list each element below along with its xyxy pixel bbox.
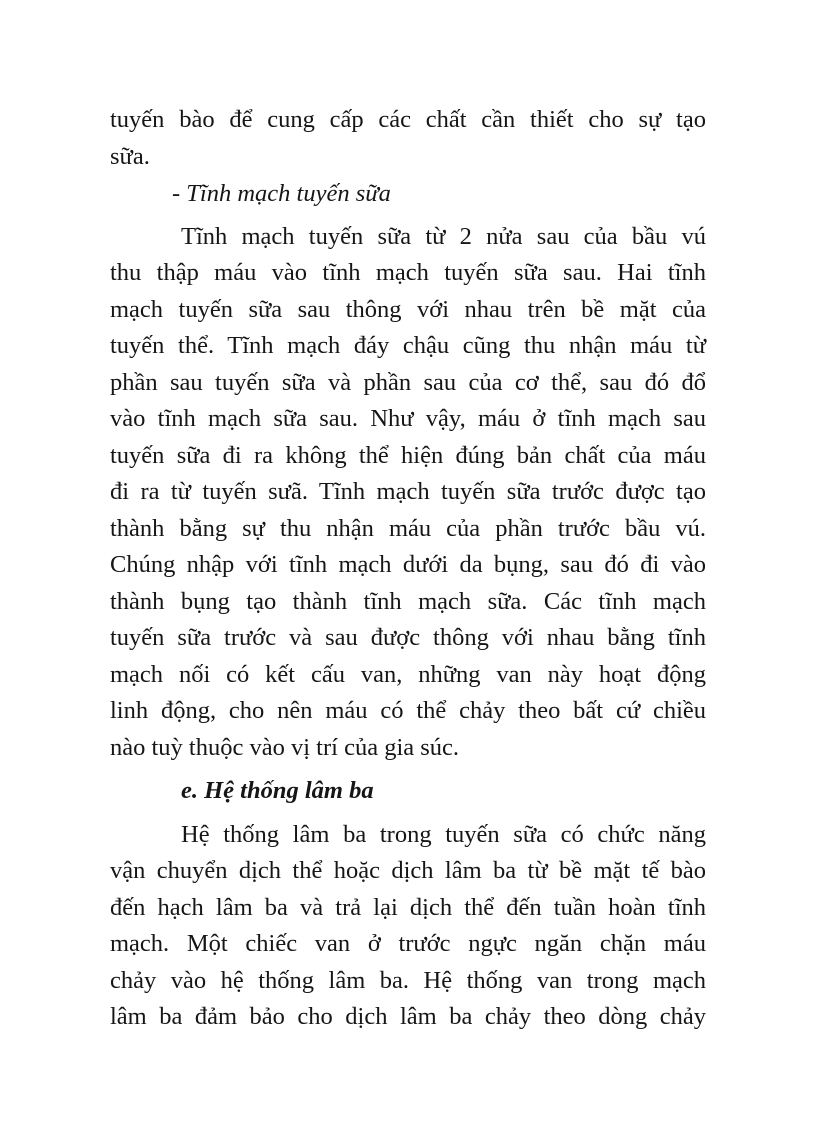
text-line: tuyến bào để cung cấp các chất cần thiết cho sự tạo xyxy=(110,106,706,133)
text-line: thành bụng tạo thành tĩnh mạch sữa. Các tĩnh mạch xyxy=(110,587,706,615)
paragraph-lymph xyxy=(110,817,706,1036)
section-heading-lymph: e. Hệ thống lâm ba xyxy=(181,777,374,804)
text-line: thu thập máu vào tĩnh mạch tuyến sữa sau. Hai tĩnh xyxy=(110,259,706,286)
paragraph-intro xyxy=(110,102,706,175)
text-line: tuyến thể. Tĩnh mạch đáy chậu cũng thu nhận máu từ xyxy=(110,332,706,359)
text-line: mạch tuyến sữa sau thông với nhau trên bề mặt của xyxy=(110,295,706,323)
text-line: mạch. Một chiếc van ở trước ngực ngăn chặn máu xyxy=(110,930,706,957)
text-line: lâm ba đảm bảo cho dịch lâm ba chảy theo dòng chảy xyxy=(110,1003,706,1030)
paragraph-vein xyxy=(110,219,706,767)
text-line: tuyến sữa đi ra không thể hiện đúng bản chất của máu xyxy=(110,441,706,469)
text-line: nào tuỳ thuộc vào vị trí của gia súc. xyxy=(110,733,460,761)
text-line: linh động, cho nên máu có thể chảy theo bất cứ chiều xyxy=(110,697,706,724)
text-line: vận chuyển dịch thể hoặc dịch lâm ba từ bề mặt tế bào xyxy=(110,857,706,884)
text-line: đi ra từ tuyến sưã. Tĩnh mạch tuyến sữa trước được tạo xyxy=(110,478,706,505)
text-line: sữa. xyxy=(110,142,150,170)
text-line: thành bằng sự thu nhận máu của phần trước bầu vú. xyxy=(110,514,706,542)
text-line: tuyến sữa trước và sau được thông với nhau bằng tĩnh xyxy=(110,624,706,651)
text-line: chảy vào hệ thống lâm ba. Hệ thống van trong mạch xyxy=(110,966,706,994)
text-line: mạch nối có kết cấu van, những van này hoạt động xyxy=(110,660,706,688)
text-line: Tĩnh mạch tuyến sữa từ 2 nửa sau của bầu vú xyxy=(181,222,706,250)
document-page xyxy=(110,102,706,1036)
text-line: đến hạch lâm ba và trả lại dịch thể đến tuần hoàn tĩnh xyxy=(110,893,706,921)
text-line: phần sau tuyến sữa và phần sau của cơ thể, sau đó đổ xyxy=(110,368,706,396)
subheading-vein: - Tĩnh mạch tuyến sữa xyxy=(172,180,391,207)
text-line: Chúng nhập với tĩnh mạch dưới da bụng, sau đó đi vào xyxy=(110,551,706,578)
text-line: vào tĩnh mạch sữa sau. Như vậy, máu ở tĩnh mạch sau xyxy=(110,405,706,432)
text-line: Hệ thống lâm ba trong tuyến sữa có chức năng xyxy=(181,820,706,848)
